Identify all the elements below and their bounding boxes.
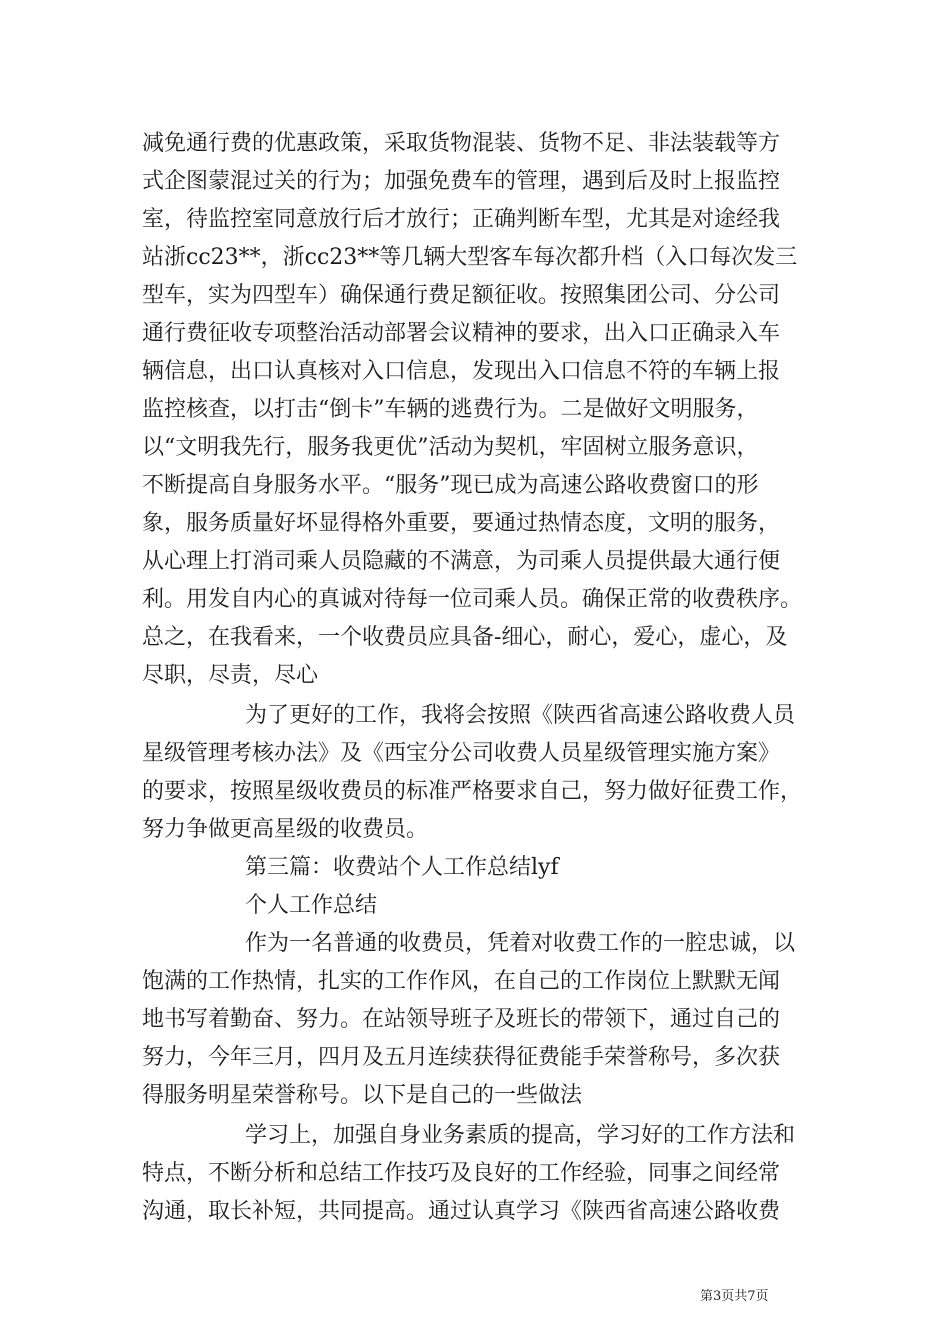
text-line: 型车，实为四型车）确保通行费足额征收。按照集团公司、分公司 bbox=[142, 283, 781, 308]
text-line: 站浙cc23**，浙cc23**等几辆大型客车每次都升档（入口每次发三 bbox=[142, 245, 798, 270]
text-line: 尽职，尽责，尽心 bbox=[142, 663, 319, 688]
text-line: 象，服务质量好坏显得格外重要，要通过热情态度，文明的服务， bbox=[142, 511, 781, 536]
text-line: 的要求，按照星级收费员的标准严格要求自己，努力做好征费工作， bbox=[142, 779, 803, 804]
text-line: 辆信息，出口认真核对入口信息，发现出入口信息不符的车辆上报 bbox=[142, 359, 781, 384]
section-heading: 第三篇：收费站个人工作总结lyf bbox=[245, 855, 559, 880]
text-line: 监控核查，以打击“倒卡”车辆的逃费行为。二是做好文明服务， bbox=[142, 397, 759, 422]
text-line: 式企图蒙混过关的行为；加强免费车的管理，遇到后及时上报监控 bbox=[142, 169, 781, 194]
text-line: 饱满的工作热情，扎实的工作作风，在自己的工作岗位上默默无闻 bbox=[142, 969, 781, 994]
text-line: 沟通，取长补短，共同提高。通过认真学习《陕西省高速公路收费 bbox=[142, 1199, 781, 1224]
text-line: 从心理上打消司乘人员隐藏的不满意，为司乘人员提供最大通行便 bbox=[142, 549, 781, 574]
text-line: 努力争做更高星级的收费员。 bbox=[142, 817, 429, 842]
subheading: 个人工作总结 bbox=[245, 893, 378, 918]
text-line: 地书写着勤奋、努力。在站领导班子及班长的带领下，通过自己的 bbox=[142, 1007, 781, 1032]
text-line: 特点，不断分析和总结工作技巧及良好的工作经验，同事之间经常 bbox=[142, 1161, 781, 1186]
page-number-footer: 第3页共7页 bbox=[700, 1289, 769, 1304]
text-line: 以“文明我先行，服务我更优”活动为契机，牢固树立服务意识， bbox=[142, 435, 759, 460]
text-line: 星级管理考核办法》及《西宝分公司收费人员星级管理实施方案》 bbox=[142, 741, 781, 766]
text-line: 减免通行费的优惠政策，采取货物混装、货物不足、非法装载等方 bbox=[142, 131, 781, 156]
text-line: 总之，在我看来，一个收费员应具备-细心，耐心，爱心，虚心，及 bbox=[142, 625, 788, 650]
text-line: 通行费征收专项整治活动部署会议精神的要求，出入口正确录入车 bbox=[142, 321, 781, 346]
text-line: 室，待监控室同意放行后才放行；正确判断车型，尤其是对途经我 bbox=[142, 207, 781, 232]
text-line: 努力，今年三月，四月及五月连续获得征费能手荣誉称号，多次获 bbox=[142, 1045, 781, 1070]
paragraph-start-line: 为了更好的工作，我将会按照《陕西省高速公路收费人员 bbox=[245, 703, 796, 728]
text-line: 利。用发自内心的真诚对待每一位司乘人员。确保正常的收费秩序。 bbox=[142, 587, 803, 612]
text-line: 得服务明星荣誉称号。以下是自己的一些做法 bbox=[142, 1083, 583, 1108]
paragraph-start-line: 学习上，加强自身业务素质的提高，学习好的工作方法和 bbox=[245, 1123, 796, 1148]
paragraph-start-line: 作为一名普通的收费员，凭着对收费工作的一腔忠诚，以 bbox=[245, 931, 796, 956]
text-line: 不断提高自身服务水平。“服务”现已成为高速公路收费窗口的形 bbox=[142, 473, 759, 498]
